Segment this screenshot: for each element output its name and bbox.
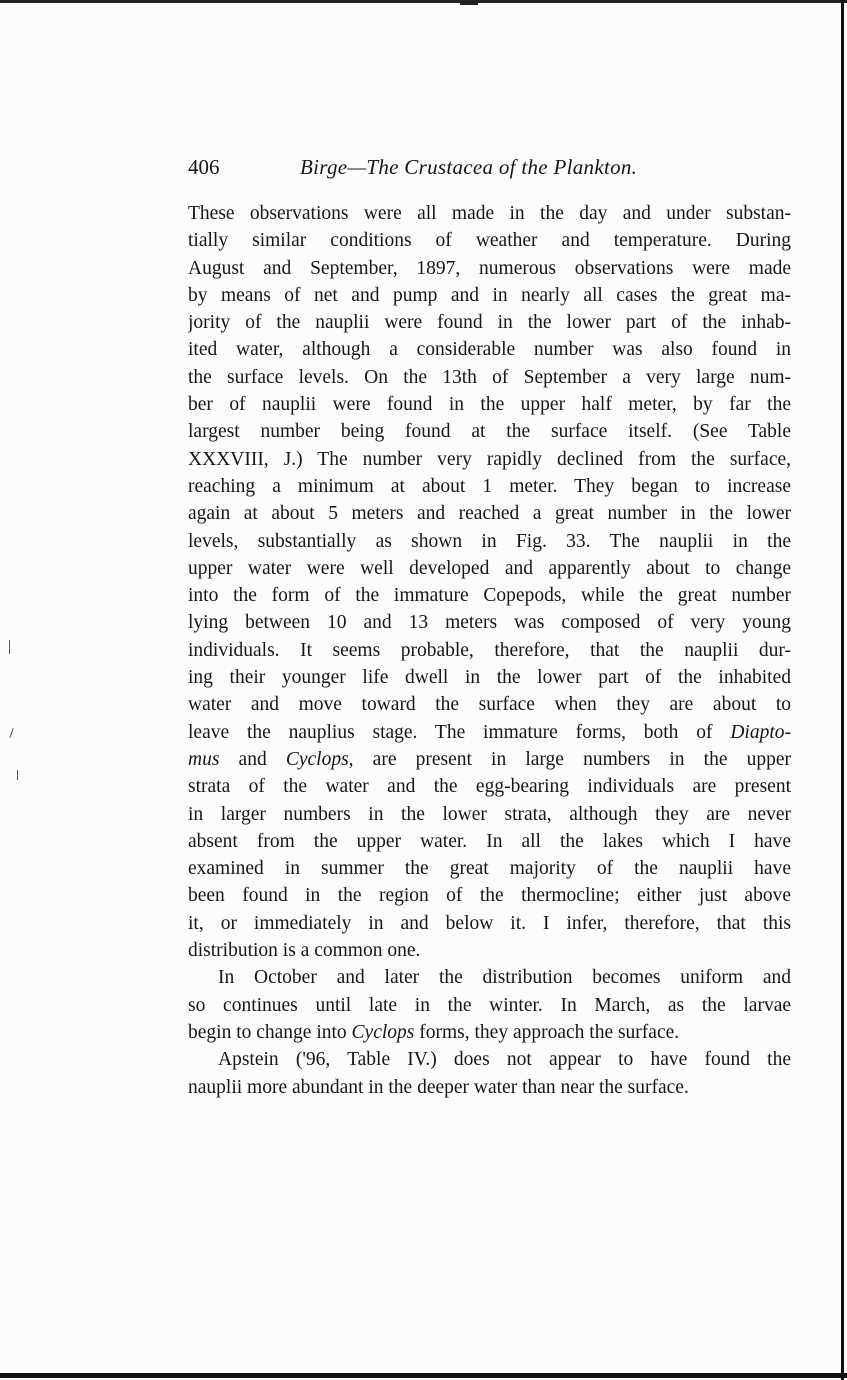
text-run: in larger numbers in the lower strata, although they are never [188, 803, 791, 825]
top-edge [0, 0, 847, 3]
text-line [188, 637, 791, 664]
text-run: Apstein ('96, Table IV.) does not appear to have found the [218, 1049, 791, 1071]
paragraph [188, 1046, 791, 1101]
text-line [188, 964, 791, 991]
text-line [188, 1074, 791, 1101]
italic-text: mus [188, 748, 220, 770]
bottom-scan-border [0, 1373, 847, 1378]
text-run: by means of net and pump and in nearly all cases the great ma- [188, 284, 791, 306]
right-scan-border [841, 0, 844, 1380]
text-line [188, 828, 791, 855]
text-run: begin to change into [188, 1021, 352, 1043]
text-line [188, 473, 791, 500]
text-run: leave the nauplius stage. The immature forms, both of [188, 721, 731, 743]
text-line [188, 418, 791, 445]
text-line [188, 937, 791, 964]
text-line [188, 773, 791, 800]
text-line [188, 609, 791, 636]
text-line [188, 336, 791, 363]
italic-text: Diapto- [730, 721, 791, 743]
text-line [188, 691, 791, 718]
text-run: upper water were well developed and apparently about to change [188, 557, 791, 579]
text-run: again at about 5 meters and reached a great number in the lower [188, 503, 791, 525]
text-line [188, 719, 791, 746]
text-line [188, 200, 791, 227]
text-line [188, 364, 791, 391]
text-run: it, or immediately in and below it. I infer, therefore, that this [188, 912, 791, 934]
margin-speck [9, 640, 10, 654]
text-line [188, 500, 791, 527]
text-run: and [219, 748, 286, 770]
text-run: absent from the upper water. In all the lakes which I have [188, 830, 791, 852]
text-run: tially similar conditions of weather and temperature. During [188, 230, 791, 252]
text-line [188, 910, 791, 937]
italic-text: Cyclops [285, 748, 349, 770]
text-run: distribution is a common one. [188, 940, 421, 962]
text-run: ing their younger life dwell in the lower part of the inhabited [188, 667, 791, 689]
text-run: ber of nauplii were found in the upper half meter, by far the [188, 394, 791, 416]
text-line [188, 582, 791, 609]
margin-speck [9, 728, 13, 738]
text-run: into the form of the immature Copepods, while the great number [188, 585, 791, 607]
text-run: strata of the water and the egg-bearing individuals are present [188, 776, 791, 798]
paragraph [188, 200, 791, 964]
text-run: forms, they approach the surface. [414, 1021, 680, 1043]
text-line [188, 528, 791, 555]
text-run: XXXVIII, J.) The number very rapidly declined from the surface, [188, 448, 791, 470]
text-run: largest number being found at the surface itself. (See Table [188, 421, 791, 443]
text-line [188, 391, 791, 418]
top-scan-mark [460, 0, 478, 5]
page-number: 406 [188, 155, 220, 179]
text-run: levels, substantially as shown in Fig. 33. The nauplii in the [188, 530, 791, 552]
text-run: jority of the nauplii were found in the lower part of the inhab- [188, 312, 791, 334]
text-run: reaching a minimum at about 1 meter. They began to increase [188, 475, 791, 497]
margin-speck [17, 770, 18, 780]
text-line [188, 309, 791, 336]
text-run: These observations were all made in the day and under substan- [188, 203, 791, 224]
text-run: In October and later the distribution becomes uniform and [218, 967, 791, 989]
text-line [188, 1046, 791, 1073]
text-line [188, 227, 791, 254]
text-line [188, 855, 791, 882]
text-run: nauplii more abundant in the deeper water than near the surface. [188, 1076, 689, 1098]
text-run: , are present in large numbers in the upper [348, 748, 791, 770]
text-line [188, 1019, 791, 1046]
text-line [188, 446, 791, 473]
text-run: the surface levels. On the 13th of September a very large num- [188, 366, 791, 388]
text-run: ited water, although a considerable number was also found in [188, 339, 791, 361]
paragraph [188, 964, 791, 1046]
text-line [188, 664, 791, 691]
text-run: so continues until late in the winter. In March, as the larvae [188, 994, 791, 1016]
text-line [188, 255, 791, 282]
text-line [188, 801, 791, 828]
text-line [188, 555, 791, 582]
text-run: August and September, 1897, numerous observations were made [188, 257, 791, 279]
text-line [188, 992, 791, 1019]
text-run: water and move toward the surface when they are about to [188, 694, 791, 716]
body-text [188, 200, 791, 1101]
text-line [188, 746, 791, 773]
text-run: lying between 10 and 13 meters was composed of very young [188, 612, 791, 634]
text-run: individuals. It seems probable, therefore, that the nauplii dur- [188, 639, 791, 661]
page-header [188, 155, 791, 183]
italic-text: Cyclops [351, 1021, 415, 1043]
running-head: Birge—The Crustacea of the Plankton. [300, 155, 638, 179]
text-line [188, 882, 791, 909]
text-run: been found in the region of the thermocline; either just above [188, 885, 791, 907]
text-line [188, 282, 791, 309]
text-run: examined in summer the great majority of the nauplii have [188, 858, 791, 880]
